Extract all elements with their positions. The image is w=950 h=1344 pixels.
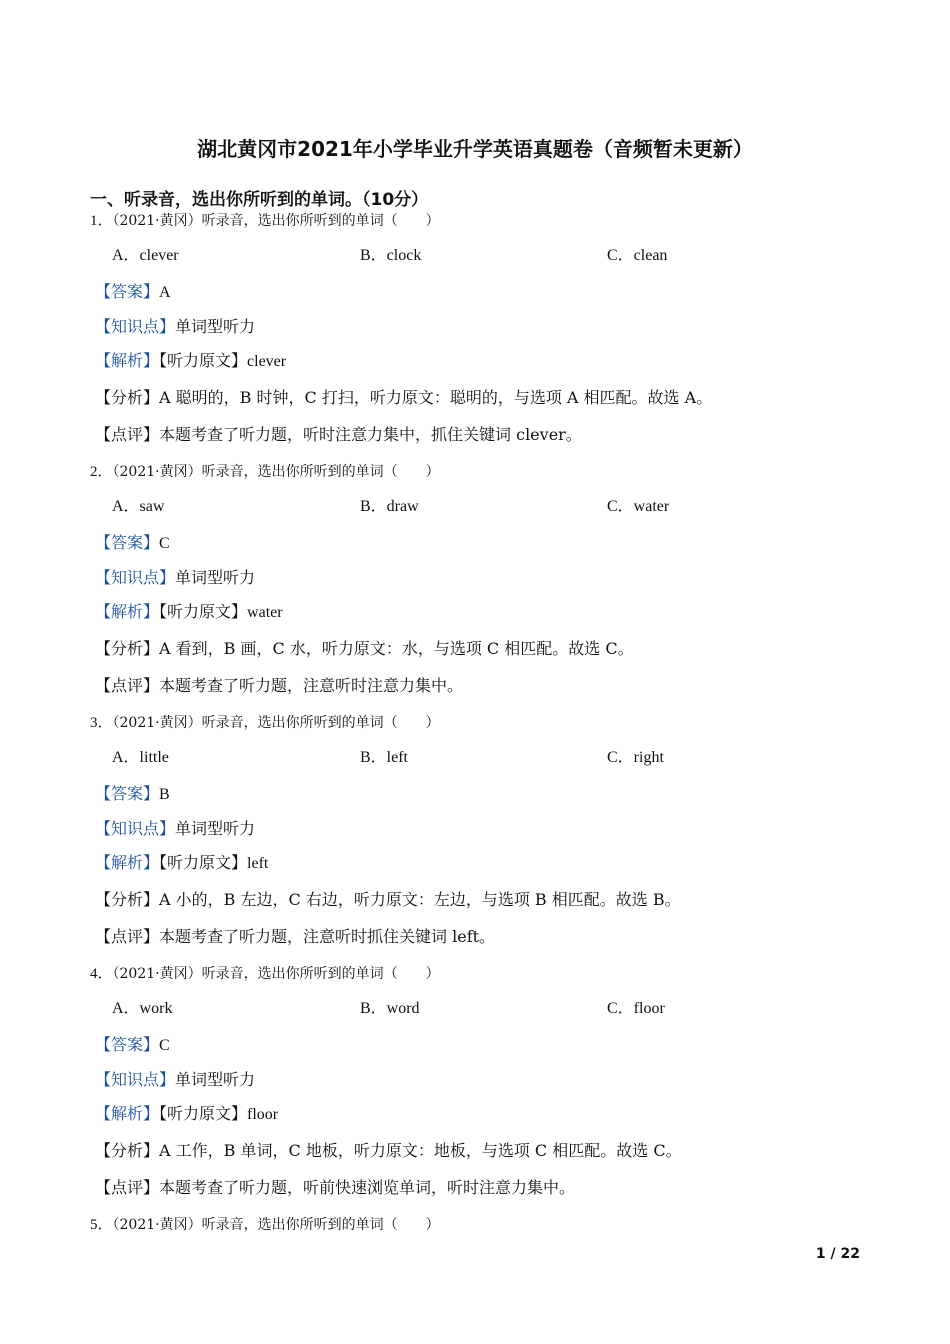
option-c: C．water: [607, 498, 670, 515]
option-a: A．work: [112, 1000, 173, 1017]
answer-label: 【答案】: [95, 1035, 160, 1054]
analysis-line: [95, 1104, 278, 1125]
fenxi-value: A 看到，B 画，C 水，听力原文：水，与选项 C 相匹配。故选 C。: [159, 639, 634, 658]
knowledge-value: 单词型听力: [175, 819, 256, 838]
comment-label: 【点评】: [95, 927, 160, 946]
question-number: 5．: [90, 1217, 113, 1233]
comment-line: [95, 676, 463, 696]
fenxi-label: 【分析】: [95, 1141, 160, 1160]
answer-line: [95, 282, 171, 303]
page-number: 1 / 22: [815, 1246, 860, 1262]
fenxi-line: [95, 890, 681, 910]
question-stem: [90, 461, 440, 482]
knowledge-value: 单词型听力: [175, 568, 256, 587]
question-stem: [90, 963, 440, 984]
question-stem: [90, 712, 440, 733]
answer-line: [95, 533, 170, 554]
answer-value: B: [159, 786, 170, 803]
knowledge-line: [95, 317, 255, 337]
answer-value: A: [159, 284, 171, 301]
fenxi-value: A 小的，B 左边，C 右边，听力原文：左边，与选项 B 相匹配。故选 B。: [159, 890, 681, 909]
question-number: 1．: [90, 213, 113, 229]
original-value: clever: [247, 353, 287, 370]
knowledge-value: 单词型听力: [175, 317, 256, 336]
analysis-line: [95, 853, 268, 874]
analysis-label: 【解析】: [95, 853, 160, 872]
knowledge-label: 【知识点】: [95, 317, 176, 336]
question-text: （2021·黄冈）听录音，选出你所听到的单词（ ）: [112, 464, 440, 480]
knowledge-line: [95, 568, 255, 588]
original-label: 【听力原文】: [159, 602, 248, 621]
original-value: floor: [247, 1106, 279, 1123]
comment-line: [95, 927, 495, 947]
question-text: （2021·黄冈）听录音，选出你所听到的单词（ ）: [112, 213, 440, 229]
question-stem: [90, 210, 440, 231]
option-b: B．left: [360, 749, 408, 766]
fenxi-value: A 工作，B 单词，C 地板，听力原文：地板，与选项 C 相匹配。故选 C。: [159, 1141, 682, 1160]
fenxi-label: 【分析】: [95, 890, 160, 909]
comment-label: 【点评】: [95, 676, 160, 695]
fenxi-label: 【分析】: [95, 639, 160, 658]
comment-label: 【点评】: [95, 425, 160, 444]
knowledge-line: [95, 1070, 255, 1090]
original-label: 【听力原文】: [159, 351, 248, 370]
original-label: 【听力原文】: [159, 1104, 248, 1123]
answer-label: 【答案】: [95, 282, 160, 301]
question-text: （2021·黄冈）听录音，选出你所听到的单词（ ）: [112, 715, 440, 731]
option-a: A．clever: [112, 247, 179, 264]
original-label: 【听力原文】: [159, 853, 248, 872]
option-c: C．right: [607, 749, 664, 766]
knowledge-label: 【知识点】: [95, 819, 176, 838]
answer-value: C: [159, 1037, 170, 1054]
question-number: 3．: [90, 715, 113, 731]
knowledge-value: 单词型听力: [175, 1070, 256, 1089]
option-b: B．draw: [360, 498, 419, 515]
option-b: B．word: [360, 1000, 420, 1017]
fenxi-line: [95, 1141, 682, 1161]
answer-value: C: [159, 535, 170, 552]
comment-value: 本题考查了听力题，听前快速浏览单词，听时注意力集中。: [159, 1178, 576, 1197]
comment-line: [95, 1178, 575, 1198]
option-c: C．clean: [607, 247, 668, 264]
comment-value: 本题考查了听力题，听时注意力集中，抓住关键词 clever。: [159, 425, 582, 444]
comment-value: 本题考查了听力题，注意听时注意力集中。: [159, 676, 464, 695]
section-heading: 一、听录音，选出你所听到的单词。（10分）: [90, 190, 429, 210]
answer-line: [95, 784, 170, 805]
option-a: A．little: [112, 749, 169, 766]
answer-label: 【答案】: [95, 784, 160, 803]
analysis-line: [95, 602, 283, 623]
analysis-label: 【解析】: [95, 1104, 160, 1123]
knowledge-label: 【知识点】: [95, 1070, 176, 1089]
option-a: A．saw: [112, 498, 165, 515]
option-c: C．floor: [607, 1000, 665, 1017]
knowledge-label: 【知识点】: [95, 568, 176, 587]
fenxi-value: A 聪明的，B 时钟，C 打扫，听力原文：聪明的，与选项 A 相匹配。故选 A。: [159, 388, 713, 407]
question-text: （2021·黄冈）听录音，选出你所听到的单词（ ）: [112, 1217, 440, 1233]
question-number: 2．: [90, 464, 113, 480]
comment-line: [95, 425, 582, 445]
analysis-label: 【解析】: [95, 602, 160, 621]
option-b: B．clock: [360, 247, 422, 264]
analysis-line: [95, 351, 286, 372]
answer-line: [95, 1035, 170, 1056]
answer-label: 【答案】: [95, 533, 160, 552]
original-value: water: [247, 604, 283, 621]
question-number: 4．: [90, 966, 113, 982]
fenxi-line: [95, 639, 634, 659]
comment-label: 【点评】: [95, 1178, 160, 1197]
question-stem: [90, 1214, 440, 1235]
fenxi-line: [95, 388, 712, 408]
comment-value: 本题考查了听力题，注意听时抓住关键词 left。: [159, 927, 496, 946]
original-value: left: [247, 855, 269, 872]
knowledge-line: [95, 819, 255, 839]
fenxi-label: 【分析】: [95, 388, 160, 407]
page-title: 湖北黄冈市2021年小学毕业升学英语真题卷（音频暂未更新）: [197, 137, 753, 161]
question-text: （2021·黄冈）听录音，选出你所听到的单词（ ）: [112, 966, 440, 982]
analysis-label: 【解析】: [95, 351, 160, 370]
